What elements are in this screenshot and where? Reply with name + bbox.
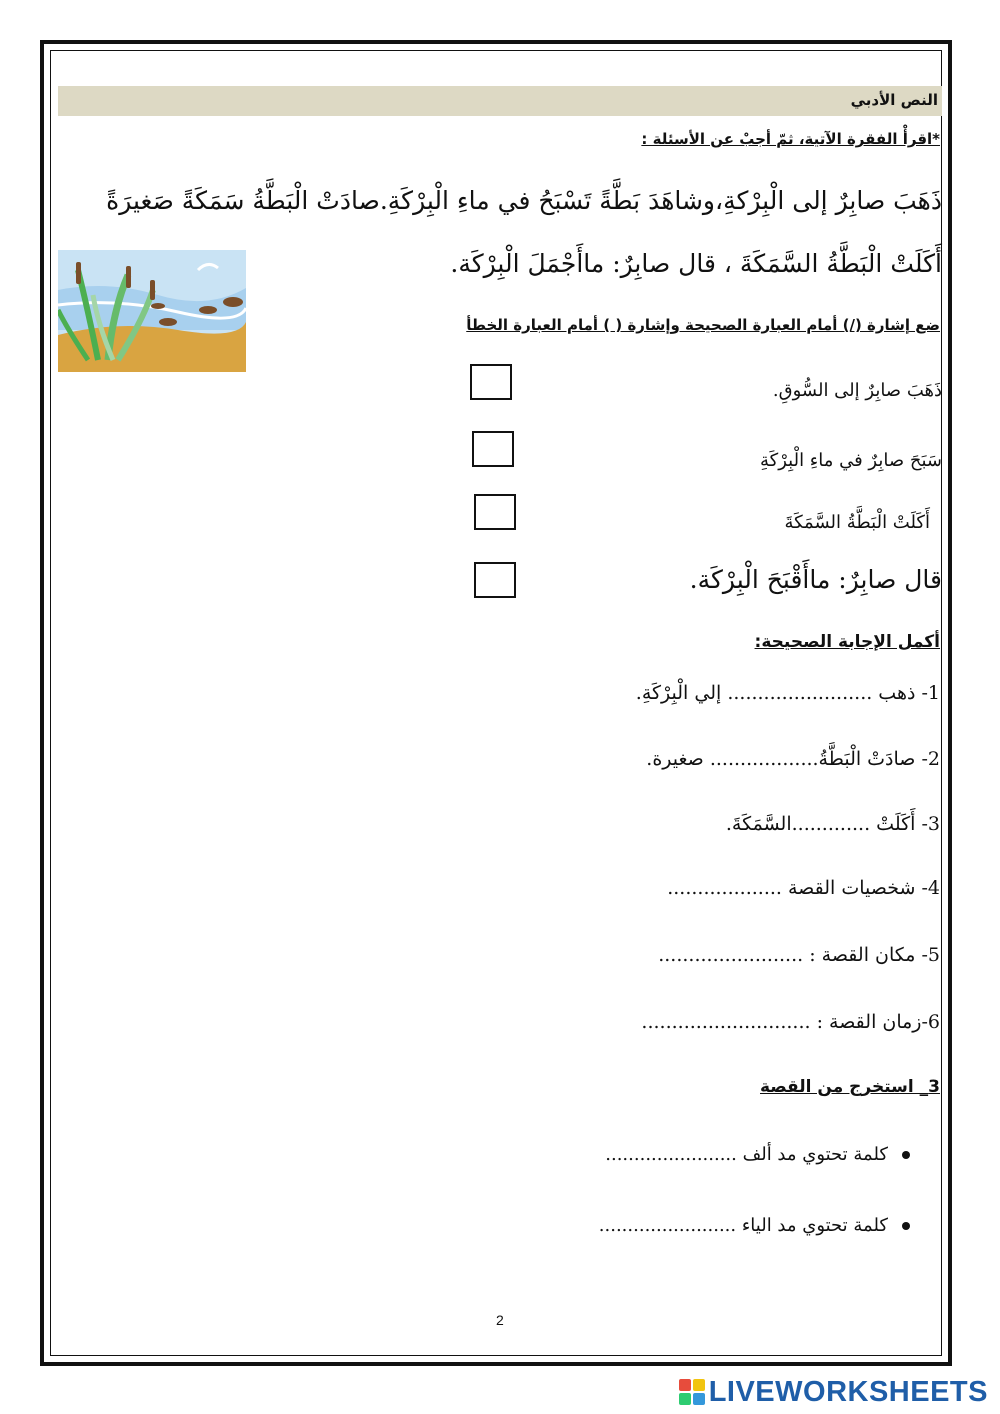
statement-2: سَبَحَ صابِرٌ في ماءِ الْبِرْكَةِ xyxy=(760,450,942,471)
statement-3: أَكَلَتْ الْبَطَّةُ السَّمَكَةَ xyxy=(784,512,930,533)
extract-item-2-text: كلمة تحتوي مد الياء ........................ xyxy=(598,1215,888,1236)
bullet-icon xyxy=(902,1222,910,1230)
extract-item-1 xyxy=(605,1144,910,1165)
complete-item-1: 1- ذهب ........................ إلي الْبِرْكَةِ. xyxy=(635,682,940,704)
page-number: 2 xyxy=(496,1312,504,1328)
extract-item-1-text: كلمة تحتوي مد ألف ....................... xyxy=(605,1144,888,1165)
answer-box-1[interactable] xyxy=(470,364,512,400)
bullet-icon xyxy=(902,1151,910,1159)
section-title: النص الأدبي xyxy=(850,91,938,109)
read-instruction: *اقرأْ الفقرة الآتية، ثمّ أجبْ عن الأسئلة : xyxy=(641,130,940,148)
duck-pond-illustration xyxy=(58,250,246,372)
answer-box-2[interactable] xyxy=(472,431,514,467)
answer-box-3[interactable] xyxy=(474,494,516,530)
answer-box-4[interactable] xyxy=(474,562,516,598)
complete-item-3: 3- أَكَلَتْ .............السَّمَكَةَ. xyxy=(725,813,940,835)
complete-item-5: 5- مكان القصة : ........................ xyxy=(658,944,940,966)
true-false-instruction: ضع إشارة (/) أمام العبارة الصحيحة وإشارة ( ) أمام العبارة الخطأ xyxy=(466,316,940,334)
complete-item-4: 4- شخصيات القصة ................... xyxy=(667,877,940,899)
extract-heading: 3_ استخرج من القصة xyxy=(760,1077,940,1097)
passage-line-1: ذَهَبَ صابِرٌ إلى الْبِرْكةِ،وشاهَدَ بَطَّةً تَسْبَحُ في ماءِ الْبِرْكَةِ.صادَتْ الْبَطَّةُ سَمَكَةً صَغيرَةً xyxy=(106,186,942,215)
statement-4: قال صابِرٌ: ماأَقْبَحَ الْبِرْكَة. xyxy=(689,565,942,594)
section-title-band xyxy=(58,86,942,116)
complete-item-6: 6-زمان القصة : ............................ xyxy=(641,1011,940,1033)
logo-text: LIVEWORKSHEETS xyxy=(708,1375,988,1408)
extract-item-2 xyxy=(599,1215,910,1236)
liveworksheets-logo[interactable] xyxy=(679,1376,988,1408)
passage-line-2: أَكَلَتْ الْبَطَّةُ السَّمَكَةَ ، قال صابِرٌ: ماأَجْمَلَ الْبِرْكَة. xyxy=(450,249,942,278)
statement-1: ذَهَبَ صابِرٌ إلى السُّوقِ. xyxy=(772,380,942,401)
complete-heading: أكمل الإجابة الصحيحة: xyxy=(754,632,940,652)
logo-grid-icon xyxy=(679,1379,705,1405)
complete-item-2: 2- صادَتْ الْبَطَّةُ.................. صغيرة. xyxy=(646,748,940,770)
